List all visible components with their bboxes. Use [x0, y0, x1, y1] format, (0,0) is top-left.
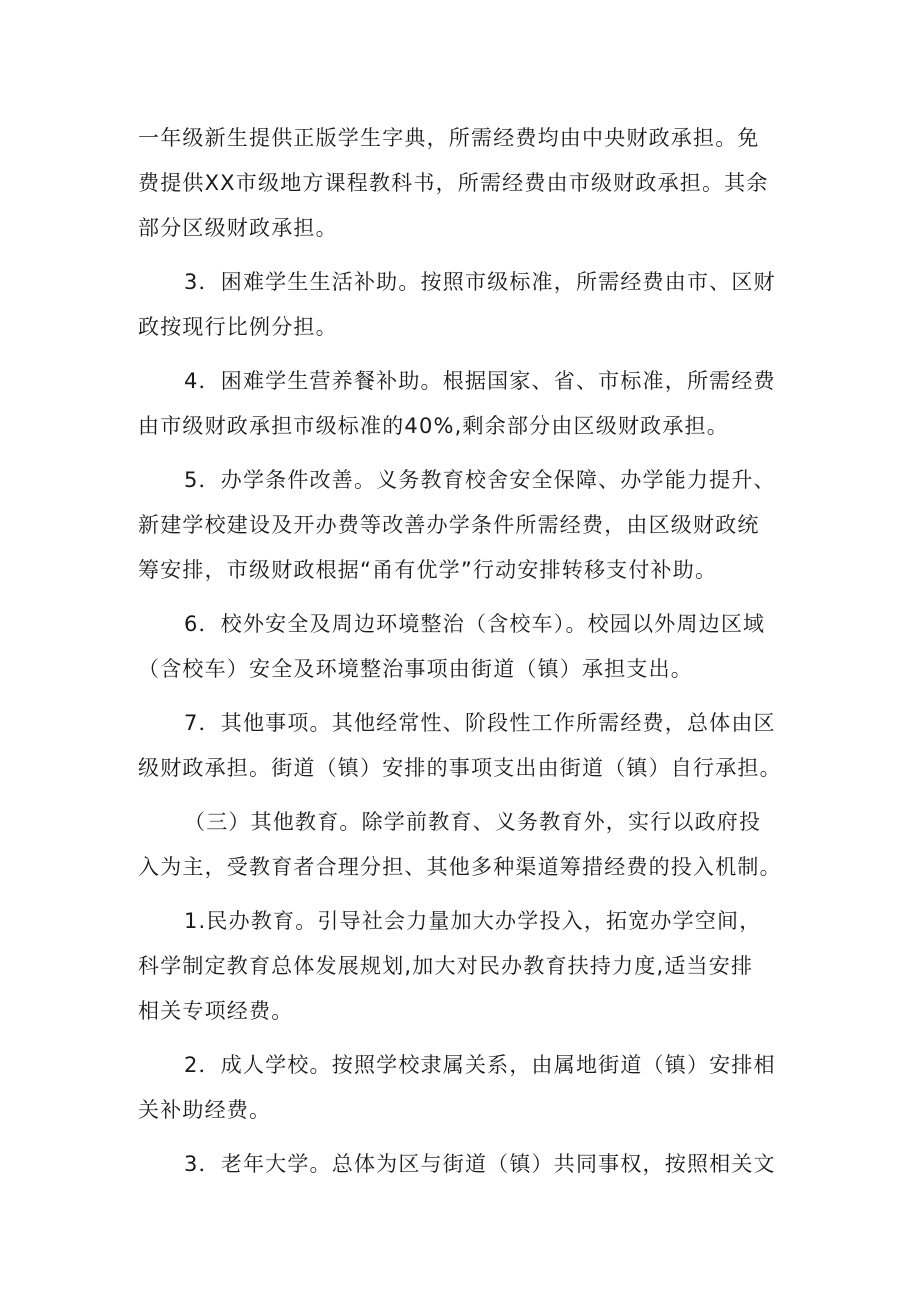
text-line: 入为主，受教育者合理分担、其他多种渠道筹措经费的投入机制。: [138, 855, 782, 879]
text-line: 由市级财政承担市级标准的40%,剩余部分由区级财政承担。: [138, 414, 729, 438]
text-line: 关补助经费。: [138, 1098, 272, 1122]
paragraph-item-1-private-education: [138, 899, 802, 1034]
text-line: （三）其他教育。除学前教育、义务教育外，实行以政府投: [184, 810, 762, 834]
paragraph-item-4-meal-subsidy: [138, 359, 802, 449]
text-line: 筹安排，市级财政根据“甬有优学”行动安排转移支付补助。: [138, 558, 718, 582]
text-line: 1.民办教育。引导社会力量加大办学投入，拓宽办学空间，: [184, 909, 762, 933]
text-line: 相关专项经费。: [138, 999, 294, 1023]
paragraph-item-3-living-subsidy: [138, 260, 802, 350]
text-line: 3．老年大学。总体为区与街道（镇）共同事权，按照相关文: [184, 1152, 776, 1176]
paragraph-item-6-safety: [138, 602, 802, 692]
text-line: 科学制定教育总体发展规划,加大对民办教育扶持力度,适当安排: [138, 954, 754, 978]
text-line: 3．困难学生生活补助。按照市级标准，所需经费由市、区财: [184, 270, 776, 294]
paragraph-item-2-adult-school: [138, 1043, 802, 1133]
paragraph-item-5-conditions: [138, 458, 802, 593]
paragraph-item-7-other: [138, 701, 802, 791]
text-line: 2．成人学校。按照学校隶属关系，由属地街道（镇）安排相: [184, 1053, 776, 1077]
paragraph-section-3-other-education: [138, 800, 802, 890]
text-line: 5．办学条件改善。义务教育校舍安全保障、办学能力提升、: [184, 468, 776, 492]
text-line: 4．困难学生营养餐补助。根据国家、省、市标准，所需经费: [184, 369, 776, 393]
text-line: 6．校外安全及周边环境整治（含校车）。校园以外周边区域: [184, 612, 766, 636]
document-body: [138, 116, 802, 1196]
text-line: （含校车）安全及环境整治事项由街道（镇）承担支出。: [138, 657, 693, 681]
text-line: 费提供XX市级地方课程教科书，所需经费由市级财政承担。其余: [138, 171, 769, 195]
text-line: 政按现行比例分担。: [138, 315, 338, 339]
text-line: 新建学校建设及开办费等改善办学条件所需经费，由区级财政统: [138, 513, 760, 537]
paragraph-textbooks: [138, 116, 802, 251]
text-line: 级财政承担。街道（镇）安排的事项支出由街道（镇）自行承担。: [138, 756, 782, 780]
paragraph-item-3-senior-university: [138, 1142, 802, 1187]
text-line: 一年级新生提供正版学生字典，所需经费均由中央财政承担。免: [138, 126, 760, 150]
text-line: 7．其他事项。其他经常性、阶段性工作所需经费，总体由区: [184, 711, 776, 735]
text-line: 部分区级财政承担。: [138, 216, 338, 240]
